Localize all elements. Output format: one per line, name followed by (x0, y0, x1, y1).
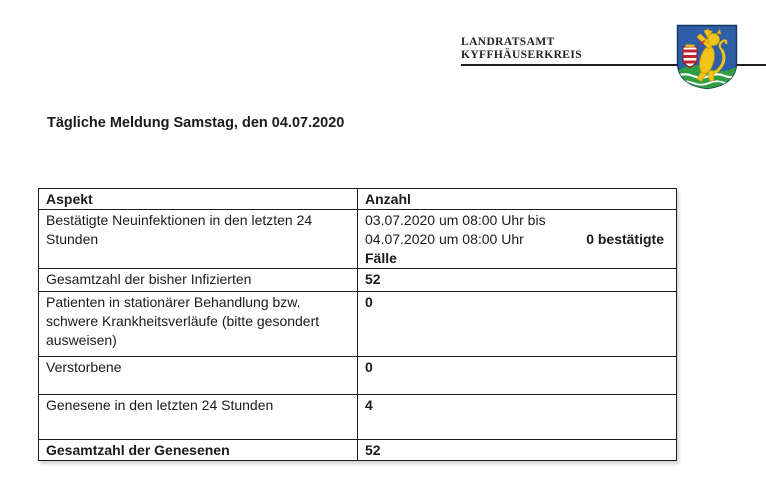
column-header-anzahl: Anzahl (358, 189, 677, 210)
aspect-cell: Gesamtzahl der bisher Infizierten (39, 269, 358, 292)
table-row (39, 440, 677, 461)
value-cell: 4 (358, 395, 677, 440)
aspect-cell: Patienten in stationärer Behandlung bzw. schwere Krankheitsverläufe (bitte gesondert ausweisen) (39, 292, 358, 357)
coat-of-arms-kyffhaeuserkreis-icon (676, 24, 738, 90)
value-cell: 52 (358, 269, 677, 292)
table-row-new-infections (39, 210, 677, 269)
value-cell-new-infections (358, 210, 677, 269)
period-line-1: 03.07.2020 um 08:00 Uhr bis (365, 212, 546, 228)
page-title: Tägliche Meldung Samstag, den 04.07.2020 (47, 115, 345, 131)
aspect-cell: Gesamtzahl der Genesenen (39, 440, 358, 461)
daily-report-table (38, 188, 677, 461)
result-highlight-continued: Fälle (365, 250, 397, 266)
table-header-row (39, 189, 677, 210)
table-row (39, 292, 677, 357)
table-row (39, 269, 677, 292)
org-name-line1: LANDRATSAMT (461, 36, 555, 48)
column-header-aspekt: Aspekt (39, 189, 358, 210)
period-line-2-text: 04.07.2020 um 08:00 Uhr (365, 231, 524, 247)
value-cell: 0 (358, 292, 677, 357)
period-line-2 (365, 230, 668, 249)
aspect-cell: Bestätigte Neuinfektionen in den letzten 24 Stunden (39, 210, 358, 269)
table-row (39, 357, 677, 395)
org-name-line2: KYFFHÄUSERKREIS (461, 49, 583, 61)
value-cell: 52 (358, 440, 677, 461)
result-highlight: 0 bestätigte (586, 231, 664, 247)
report-table-body (39, 210, 677, 461)
value-cell: 0 (358, 357, 677, 395)
aspect-cell: Verstorbene (39, 357, 358, 395)
letterhead-org-name (461, 36, 691, 62)
aspect-cell: Genesene in den letzten 24 Stunden (39, 395, 358, 440)
table-row (39, 395, 677, 440)
